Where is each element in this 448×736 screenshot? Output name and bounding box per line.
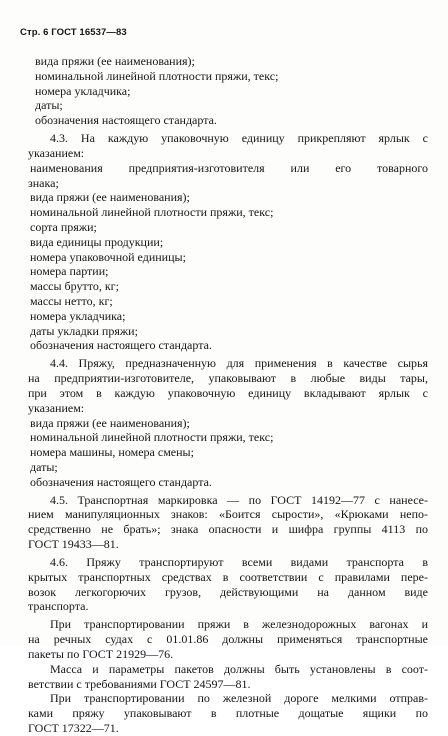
- text-line: даты укладки пряжи;: [30, 323, 138, 338]
- text-line: обозначения настоящего стандарта.: [35, 113, 217, 128]
- text-line: транспорта.: [28, 599, 89, 614]
- text-line: вида пряжи (ее наименования);: [30, 190, 190, 205]
- text-line: возок легкогорючих грузов, действующими на данном виде: [28, 584, 428, 599]
- text-line: номинальной линейной плотности пряжи, текс;: [35, 68, 279, 83]
- text-line: обозначения настоящего стандарта.: [30, 338, 212, 353]
- text-line: массы брутто, кг;: [30, 279, 119, 294]
- clause-4-4: 4.4. Пряжу, предназначенную для применения в качестве сырья: [50, 356, 428, 371]
- page-header: Стр. 6 ГОСТ 16537—83: [20, 27, 127, 38]
- text-line: номинальной линейной плотности пряжи, текс;: [30, 205, 274, 220]
- text-line: нием манипуляционных знаков: «Боится сырости», «Крюками непо-: [28, 507, 428, 522]
- text-line: даты;: [35, 98, 63, 113]
- text-line: вида пряжи (ее наименования);: [30, 415, 190, 430]
- text-line: ветствии с требованиями ГОСТ 24597—81.: [28, 676, 251, 691]
- text-line: знака;: [28, 175, 59, 190]
- paragraph-transport: При транспортировании пряжи в железнодорожных вагонах и: [50, 617, 428, 632]
- text-line: на предприятии-изготовителе, упаковывают в любые виды тары,: [28, 371, 428, 386]
- text-line: номера укладчика;: [30, 308, 126, 323]
- clause-4-6: 4.6. Пряжу транспортируют всеми видами транспорта в: [50, 555, 428, 570]
- document-body: [28, 54, 428, 736]
- text-line: даты;: [30, 459, 58, 474]
- text-line: ГОСТ 17322—71.: [28, 721, 119, 735]
- text-line: при этом в каждую упаковочную единицу вкладывают ярлык с: [28, 385, 428, 400]
- text-line: наименования предприятия-изготовителя или его товарного: [30, 160, 428, 175]
- paragraph-rail: При транспортировании по железной дороге мелкими отправ-: [50, 691, 428, 706]
- text-line: сорта пряжи;: [30, 219, 97, 234]
- text-line: средственно не брать»; знака опасности и шифра группы 4113 по: [28, 522, 428, 537]
- text-line: номера упаковочной единицы;: [30, 249, 186, 264]
- text-line: пакеты по ГОСТ 21929—76.: [28, 647, 174, 662]
- text-line: указанием:: [28, 145, 85, 160]
- text-line: крытых транспортных средствах в соответствии с правилами пере-: [28, 569, 428, 584]
- text-line: номера машины, номера смены;: [30, 445, 194, 460]
- clause-4-5: 4.5. Транспортная маркировка — по ГОСТ 14192—77 с нанесе-: [50, 492, 428, 507]
- text-line: обозначения настоящего стандарта.: [30, 474, 212, 489]
- text-line: указанием:: [28, 400, 85, 415]
- text-line: ками пряжу упаковывают в плотные дощатые ящики по: [28, 706, 428, 721]
- text-line: номера укладчика;: [35, 83, 131, 98]
- text-line: вида единицы продукции;: [30, 234, 164, 249]
- text-line: номинальной линейной плотности пряжи, текс;: [30, 430, 274, 445]
- text-line: ГОСТ 19433—81.: [28, 537, 119, 552]
- text-line: номера партии;: [30, 264, 109, 279]
- text-line: на речных судах с 01.01.86 должны применяться транспортные: [28, 632, 428, 647]
- paragraph-packages: Масса и параметры пакетов должны быть установлены в соот-: [50, 661, 428, 676]
- clause-4-3: 4.3. На каждую упаковочную единицу прикрепляют ярлык с: [50, 131, 428, 146]
- text-line: массы нетто, кг;: [30, 293, 113, 308]
- text-line: вида пряжи (ее наименования);: [35, 54, 195, 68]
